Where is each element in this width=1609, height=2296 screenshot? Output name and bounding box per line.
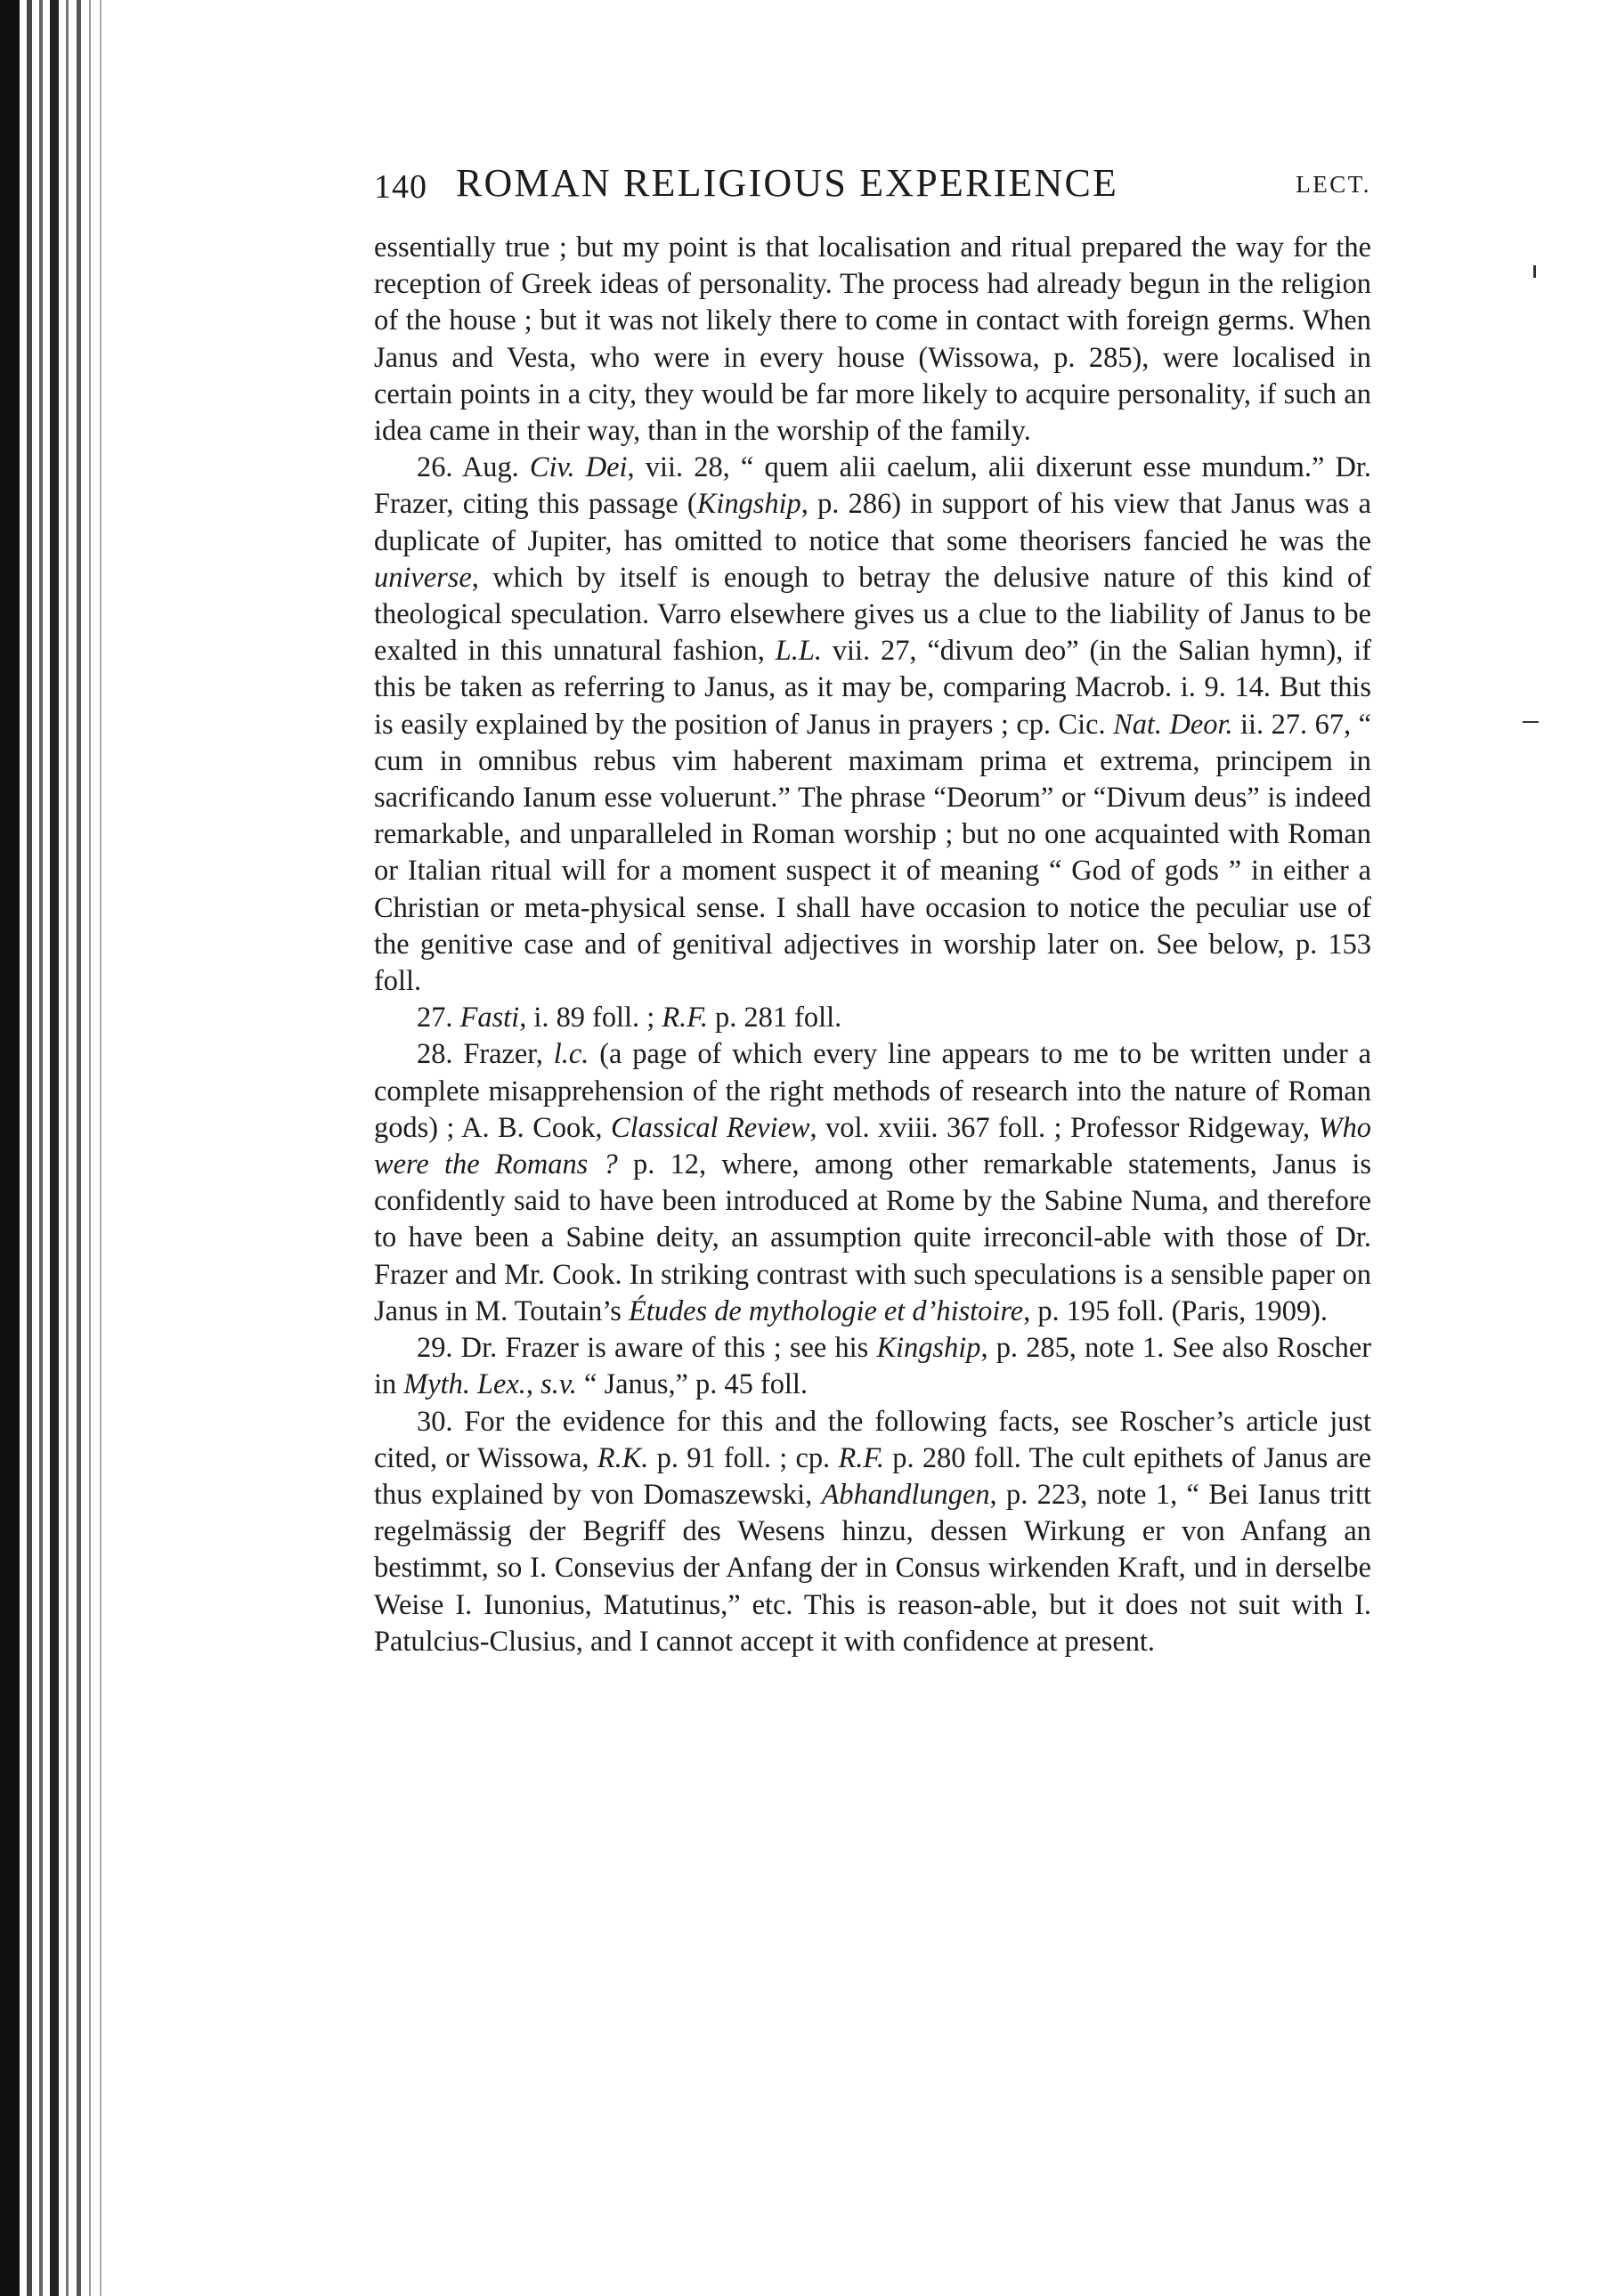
text-run: , p. 285, note 1. See also Roscher in: [374, 1332, 1371, 1401]
text-run: “ Janus,” p. 45 foll.: [576, 1368, 808, 1401]
text-run: , p. 223, note 1, “ Bei Ianus tritt regelmässig der Begriff des Wesens hinzu, dessen Wirkung er von Anfang an bestimmt, so I. Consevius der Anfang der in Consus wirkenden Kraft, und in derselbe Weise I. Iunonius, Matutinus,” etc. This is reason-able, but it does not suit with I. Patulcius-Clusius, and I cannot accept it with confidence at present.: [374, 1478, 1371, 1658]
text-run: 29. Dr. Frazer is aware of this ; see his: [417, 1332, 877, 1365]
italic-citation: l.c.: [553, 1038, 589, 1071]
italic-citation: R.F.: [662, 1002, 708, 1034]
scan-speck: [1533, 265, 1536, 278]
running-head: [374, 160, 1371, 223]
endnote-paragraph: [374, 1036, 1371, 1330]
text-run: , which by itself is enough to betray the delusive nature of this kind of theological speculation. Varro elsewhere gives us a clue to the liability of Janus to be exalted in this unnatural fashion,: [374, 561, 1371, 668]
text-run: ,: [525, 1368, 541, 1401]
italic-citation: Abhandlungen: [821, 1478, 990, 1511]
text-run: , p. 195 foll. (Paris, 1909).: [1023, 1294, 1329, 1327]
endnote-paragraph: [374, 1404, 1371, 1660]
text-run: vii. 27, “divum deo” (in the Salian hymn), if this be taken as referring to Janus, as it may be, comparing Macrob. i. 9. 14. But this is easily explained by the position of Janus in prayers ; cp. Cic.: [374, 635, 1372, 741]
italic-citation: R.F.: [838, 1441, 885, 1474]
italic-citation: s.v.: [540, 1368, 577, 1401]
text-run: , p. 286) in support of his view that Janus was a duplicate of Jupiter, has omitted to notice that some theorisers fancied he was the: [374, 488, 1371, 557]
book-binding-edge: [0, 0, 125, 2296]
text-run: (a page of which every line appears to me to be written under a complete misapprehension of the right methods of research into the nature of Roman gods) ; A. B. Cook,: [374, 1038, 1371, 1144]
text-run: 26. Aug.: [417, 451, 530, 484]
paragraph-continuation: [374, 230, 1371, 450]
notes-body: [374, 230, 1371, 1660]
italic-citation: R.K.: [597, 1441, 649, 1474]
text-run: ii. 27. 67, “ cum in omnibus rebus vim haberent maximam prima et extrema, principem in sacrificando Ianum esse voluerunt.” The phrase “Deorum” or “Divum deus” is indeed remarkable, and unparalleled in Roman worship ; but no one acquainted with Roman or Italian ritual will for a moment suspect it of meaning “ God of gods ” in either a Christian or meta-physical sense. I shall have occasion to notice the peculiar use of the genitive case and of genitival adjectives in worship later on. See below, p. 153 foll.: [374, 708, 1371, 998]
endnote-paragraph: [374, 1000, 1371, 1036]
italic-citation: Classical Review: [610, 1111, 810, 1144]
book-page: [374, 160, 1371, 1660]
scan-speck: [1523, 721, 1539, 723]
text-run: 30. For the evidence for this and the following facts, see Roscher’s article just cited, or Wissowa,: [374, 1405, 1371, 1474]
italic-citation: Kingship: [876, 1332, 981, 1365]
endnote-paragraph: [374, 450, 1371, 1000]
text-run: , i. 89 foll. ;: [519, 1002, 662, 1034]
text-run: essentially true ; but my point is that localisation and ritual prepared the way for the reception of Greek ideas of personality. The process had already begun in the religion of the house ; but it was not likely there to come in contact with foreign germs. When Janus and Vesta, who were in every house (Wissowa, p. 285), were localised in certain points in a city, they would be far more likely to acquire personality, if such an idea came in their way, than in the worship of the family.: [374, 231, 1371, 448]
running-title: ROMAN RELIGIOUS EXPERIENCE: [456, 161, 1119, 205]
text-run: p. 280 foll. The cult epithets of Janus are thus explained by von Domaszewski,: [374, 1441, 1371, 1511]
text-run: p. 12, where, among other remarkable statements, Janus is confidently said to have been introduced at Rome by the Sabine Numa, and therefore to have been a Sabine deity, an assumption quite irreconcil-able with those of Dr. Frazer and Mr. Cook. In striking contrast with such speculations is a sensible paper on Janus in M. Toutain’s: [374, 1148, 1372, 1327]
italic-citation: Civ. Dei: [529, 451, 628, 484]
italic-citation: Études de mythologie et d’histoire: [628, 1294, 1024, 1327]
italic-citation: L.L.: [775, 635, 822, 668]
italic-citation: Nat. Deor.: [1113, 708, 1233, 741]
text-run: 27.: [417, 1002, 460, 1034]
section-label: LECT.: [1296, 171, 1371, 198]
text-run: , vol. xviii. 367 foll. ; Professor Ridgeway,: [809, 1111, 1319, 1144]
endnote-paragraph: [374, 1330, 1371, 1403]
italic-citation: Fasti: [459, 1002, 520, 1034]
italic-citation: Kingship: [696, 488, 801, 521]
text-run: p. 281 foll.: [707, 1002, 842, 1034]
text-run: p. 91 foll. ; cp.: [648, 1441, 839, 1474]
text-run: , vii. 28, “ quem alii caelum, alii dixerunt esse mundum.” Dr. Frazer, citing this passage (: [374, 451, 1371, 521]
page-number: 140: [374, 168, 427, 206]
text-run: 28. Frazer,: [417, 1038, 554, 1071]
italic-citation: Myth. Lex.: [403, 1368, 526, 1401]
italic-citation: universe: [374, 561, 472, 594]
italic-citation: Who were the Romans ?: [374, 1111, 1371, 1181]
